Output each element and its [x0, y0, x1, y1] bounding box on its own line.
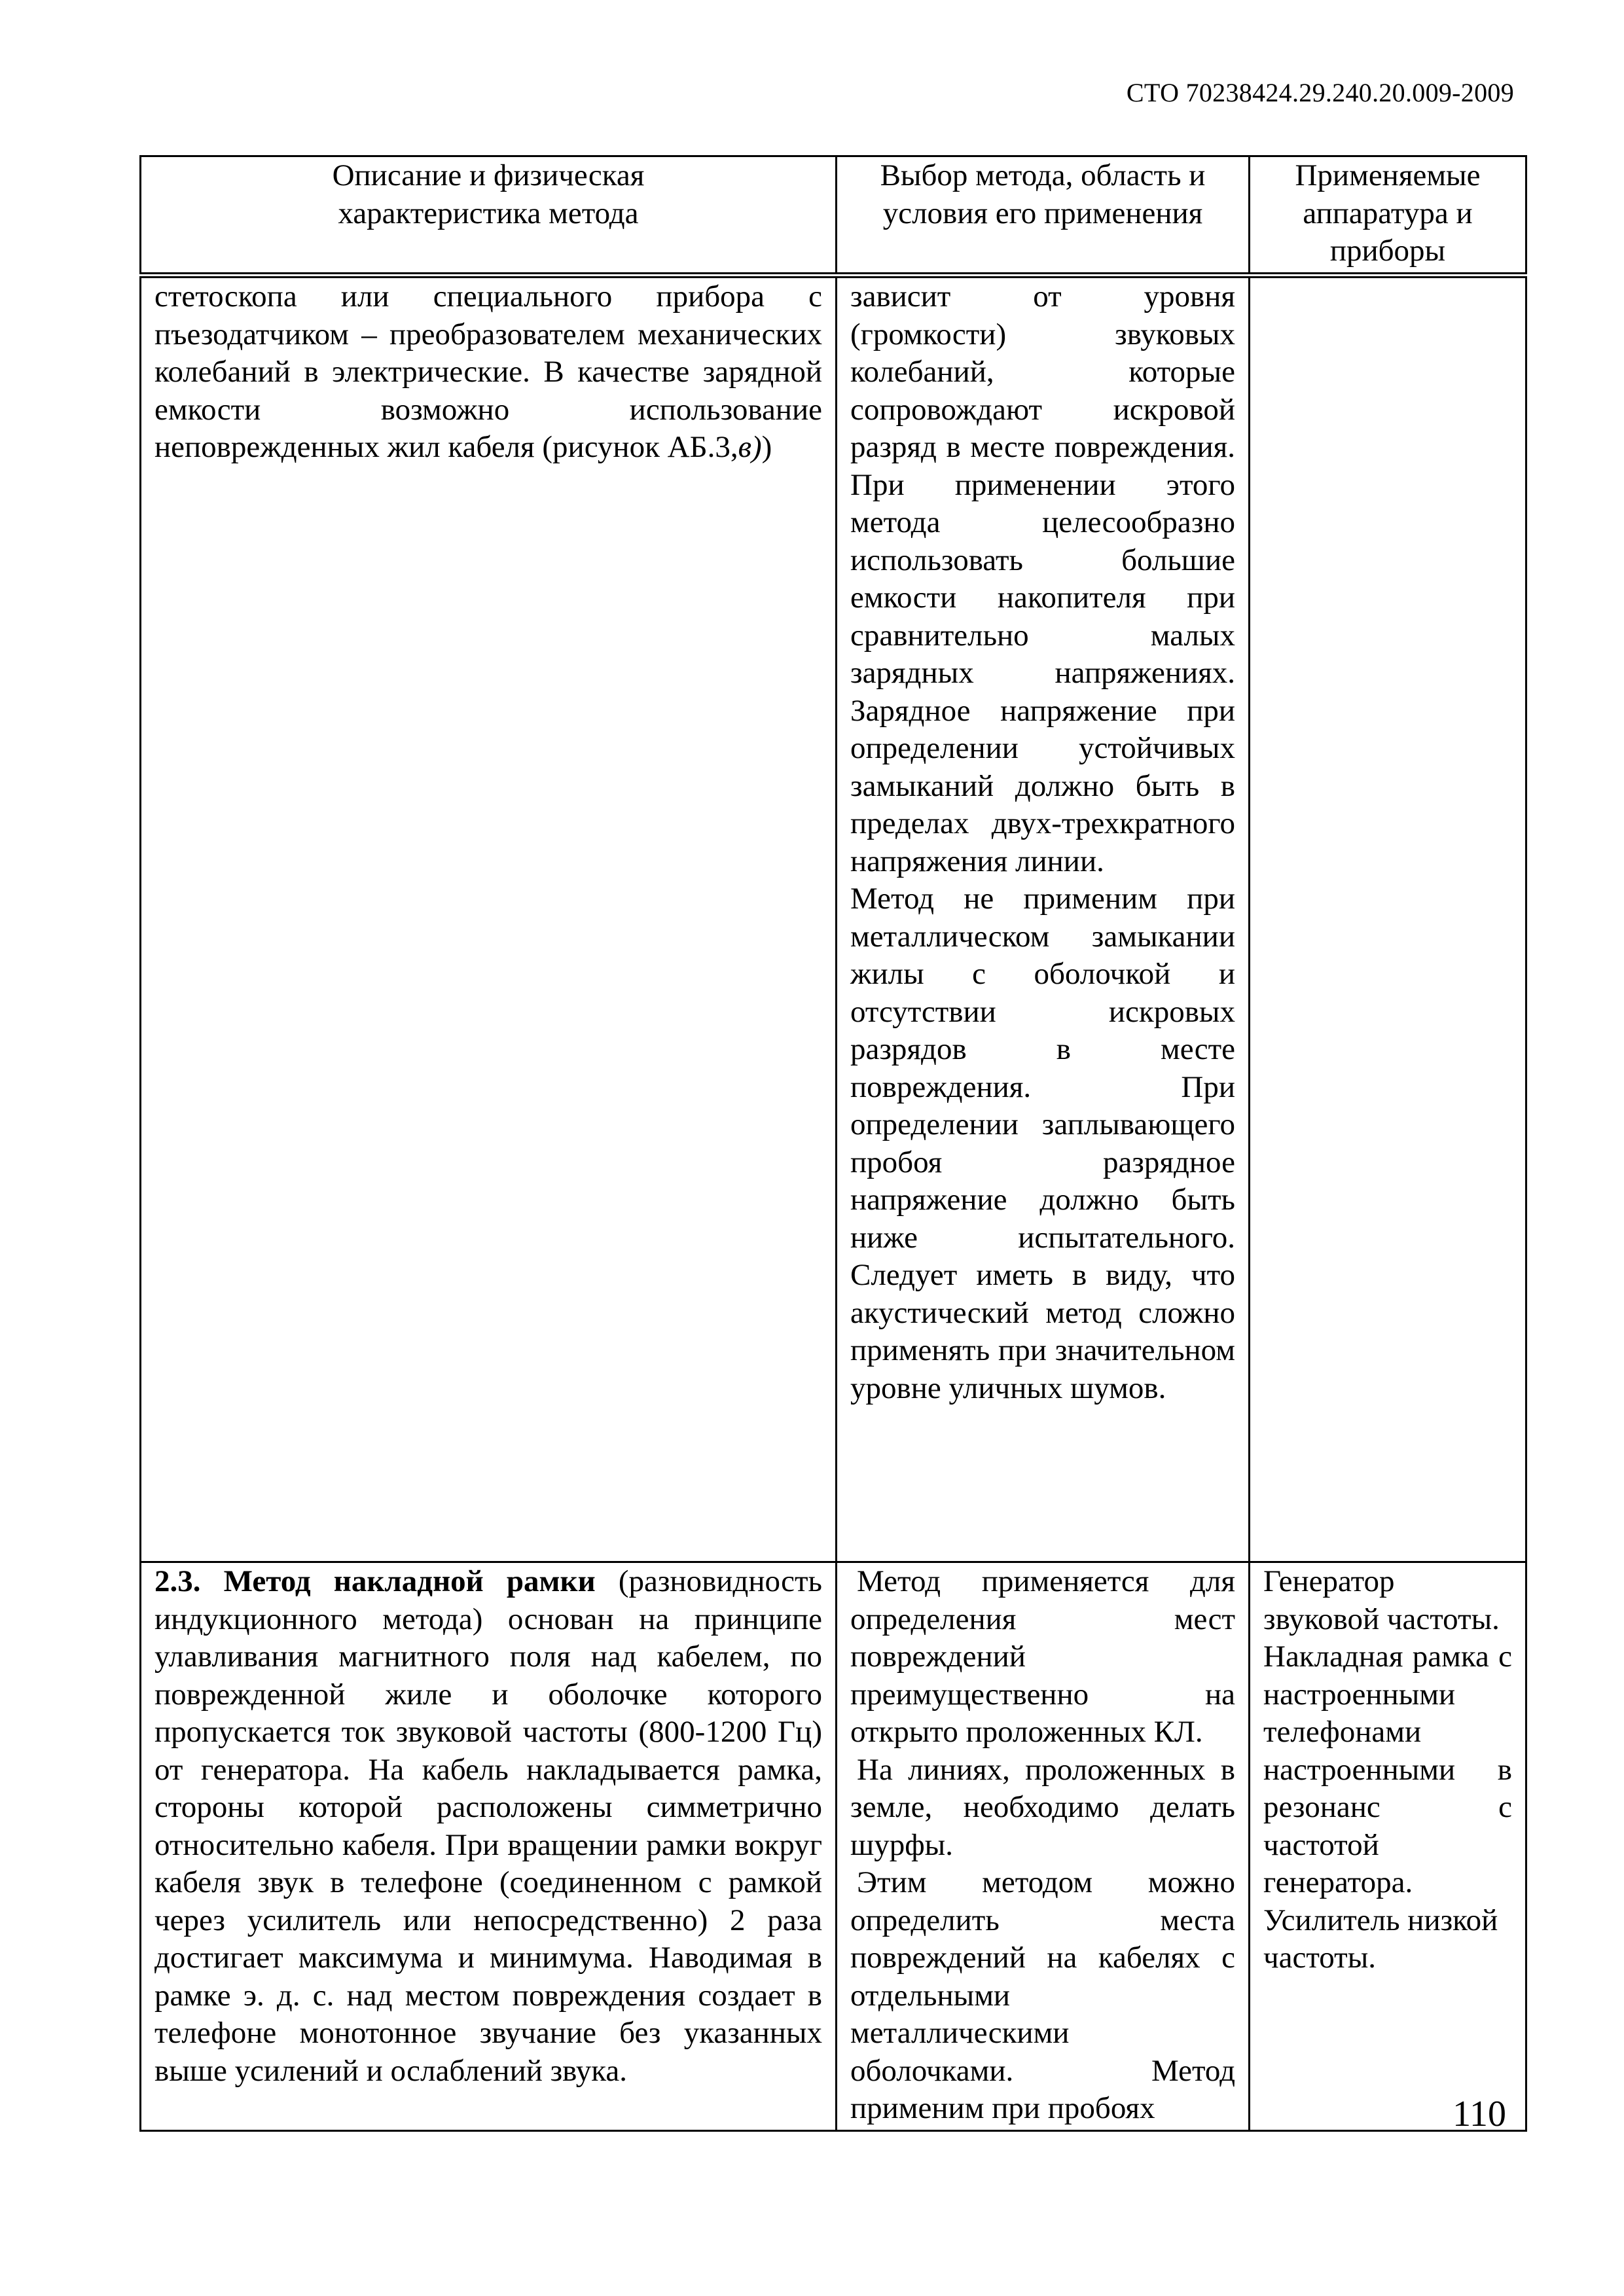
- cell-equipment: [1250, 276, 1526, 1562]
- cell-method-choice: [837, 1562, 1250, 2131]
- description-text: стетоскопа или специального прибора с пъезодатчиком – преобразователем механических колебаний в электрические. В качестве зарядной емкости возможно использование неповрежденных жил кабеля (рисунок АБ.3,в)): [154, 279, 822, 464]
- figure-ref-italic: в): [738, 430, 762, 464]
- column-header-equipment: Применяемые аппаратура и приборы: [1250, 156, 1526, 276]
- table-row: [141, 1562, 1526, 2131]
- method-choice-paragraph: Этим методом можно определить места повреждений на кабелях с отдельными металлическими оболочками. Метод применим при пробоях: [850, 1865, 1235, 2125]
- methods-table: [139, 155, 1527, 2132]
- method-title: 2.3. Метод накладной рамки: [154, 1564, 596, 1598]
- description-text: 2.3. Метод накладной рамки (разновидность индукционного метода) основан на принципе улавливания магнитного поля над кабелем, по поврежденной жиле и оболочке которого пропускается ток звуковой частоты (800-1200 Гц) от генератора. На кабель накладывается рамка, стороны которой расположены симметрично относительно кабеля. При вращении рамки вокруг кабеля звук в телефоне (соединенном с рамкой через усилитель или непосредственно) 2 раза достигает максимума и минимума. Наводимая в рамке э. д. с. над местом повреждения создает в телефоне монотонное звучание без указанных выше усилений и ослаблений звука.: [154, 1564, 822, 2088]
- table-row: [141, 276, 1526, 1562]
- equipment-item: Генератор звуковой частоты.: [1263, 1564, 1500, 1636]
- page-number: 110: [1453, 2094, 1506, 2134]
- column-header-method-choice: Выбор метода, область и условия его применения: [837, 156, 1250, 276]
- cell-equipment: [1250, 1562, 1526, 2131]
- equipment-item: Усилитель низкой частоты.: [1263, 1903, 1498, 1975]
- equipment-item: Накладная рамка с настроенными телефонами настроенными в резонанс с частотой генератора.: [1263, 1640, 1512, 1899]
- method-choice-paragraph: Метод применяется для определения мест повреждений преимущественно на открыто проложенных КЛ.: [850, 1564, 1235, 1749]
- method-choice-paragraph: На линиях, проложенных в земле, необходимо делать шурфы.: [850, 1752, 1235, 1862]
- column-header-description: Описание и физическая характеристика метода: [141, 156, 837, 276]
- cell-description: [141, 1562, 837, 2131]
- table-header-row: [141, 156, 1526, 276]
- method-choice-paragraph: зависит от уровня (громкости) звуковых колебаний, которые сопровождают искровой разряд в месте повреждения. При применении этого метода целесообразно использовать большие емкости накопителя при сравнительно малых зарядных напряжениях. Зарядное напряжение при определении устойчивых замыканий должно быть в пределах двух-трехкратного напряжения линии.: [850, 279, 1235, 878]
- document-code: СТО 70238424.29.240.20.009-2009: [1126, 78, 1514, 107]
- cell-method-choice: [837, 276, 1250, 1562]
- method-choice-paragraph: Метод не применим при металлическом замыкании жилы с оболочкой и отсутствии искровых разрядов в месте повреждения. При определении заплывающего пробоя разрядное напряжение должно быть ниже испытательного. Следует иметь в виду, что акустический метод сложно применять при значительном уровне уличных шумов.: [850, 882, 1235, 1405]
- cell-description: [141, 276, 837, 1562]
